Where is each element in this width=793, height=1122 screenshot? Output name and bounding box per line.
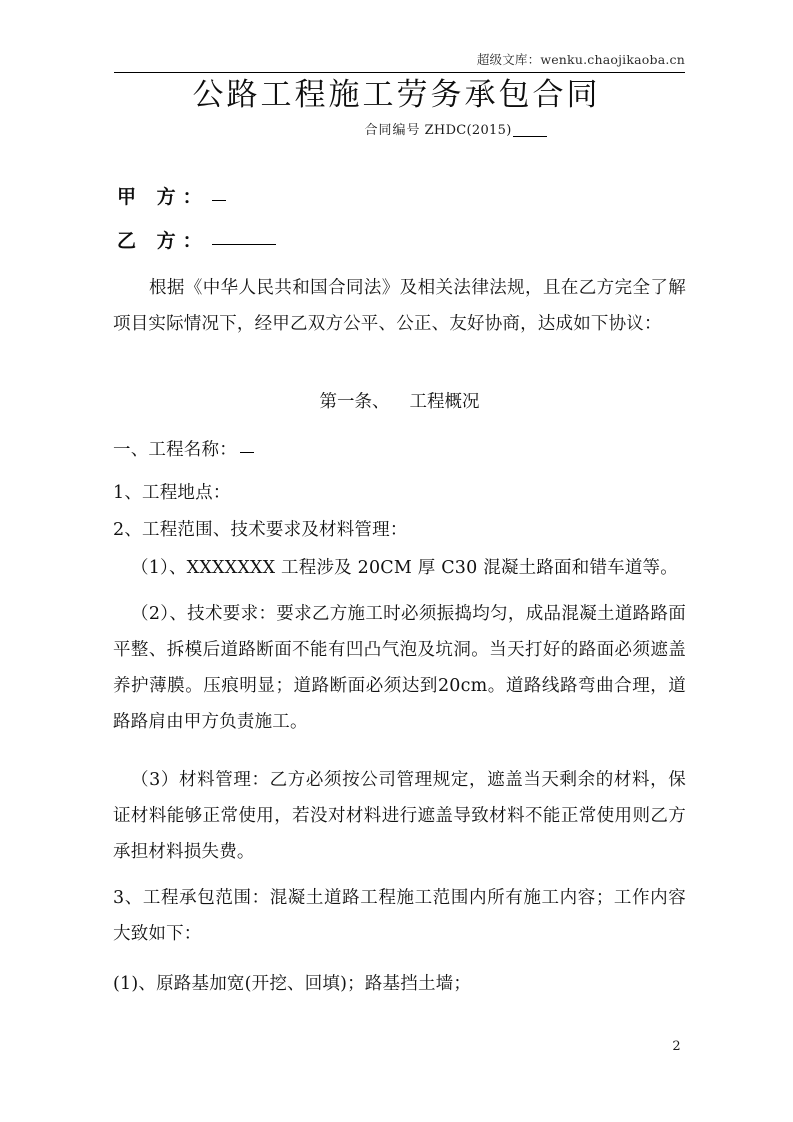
party-a-blank <box>212 200 226 201</box>
party-b-blank <box>212 244 276 245</box>
contract-number-line <box>0 120 793 142</box>
party-b-label: 乙 方： <box>117 230 209 252</box>
project-name-line <box>113 432 686 468</box>
contract-number-code: ZHDC(2015) <box>424 123 512 138</box>
clause-one-number: 第一条、 <box>319 392 390 412</box>
preamble-paragraph: 根据《中华人民共和国合同法》及相关法律法规，且在乙方完全了解项目实际情况下，经甲乙双方公平、公正、友好协商，达成如下协议： <box>113 278 686 334</box>
party-a-line <box>117 182 226 212</box>
contract-number-label: 合同编号 <box>364 123 421 138</box>
scope-sub-item-1: （1）、XXXXXXX 工程涉及 20CM 厚 C30 混凝土路面和错车道等。 <box>131 558 678 578</box>
project-site-line: 1、工程地点： <box>113 483 231 503</box>
clause-one-title: 工程概况 <box>409 392 480 412</box>
header-divider-rule <box>114 72 685 73</box>
scope-sub-item-3: （3）材料管理：乙方必须按公司管理规定，遮盖当天剩余的材料，保证材料能够正常使用，若没对材料进行遮盖导致材料不能正常使用则乙方承担材料损失费。 <box>113 770 686 862</box>
contract-scope-sub-item-1: (1)、原路基加宽(开挖、回填)；路基挡土墙； <box>113 974 472 994</box>
document-title: 公路工程施工劳务承包合同 <box>192 77 601 113</box>
page-number: 2 <box>672 1039 681 1054</box>
clause-one-heading <box>113 386 686 418</box>
party-a-label: 甲 方： <box>117 186 209 208</box>
party-b-line <box>117 226 276 256</box>
contract-scope-paragraph: 3、工程承包范围：混凝土道路工程施工范围内所有施工内容；工作内容大致如下： <box>113 888 686 944</box>
project-scope-heading: 2、工程范围、技术要求及材料管理： <box>113 520 408 540</box>
running-header <box>114 52 685 76</box>
header-watermark-text: 超级文库：wenku.chaojikaoba.cn <box>476 52 685 67</box>
project-name-label: 一、工程名称： <box>113 440 237 460</box>
project-name-blank <box>240 452 254 453</box>
scope-sub-item-2: （2）、技术要求：要求乙方施工时必须振捣均匀，成品混凝土道路路面平整、拆模后道路断面不能有凹凸气泡及坑洞。当天打好的路面必须遮盖养护薄膜。压痕明显；道路断面必须达到20cm。道路线路弯曲合理，道路路肩由甲方负责施工。 <box>113 604 686 732</box>
contract-number-blank <box>513 136 547 137</box>
